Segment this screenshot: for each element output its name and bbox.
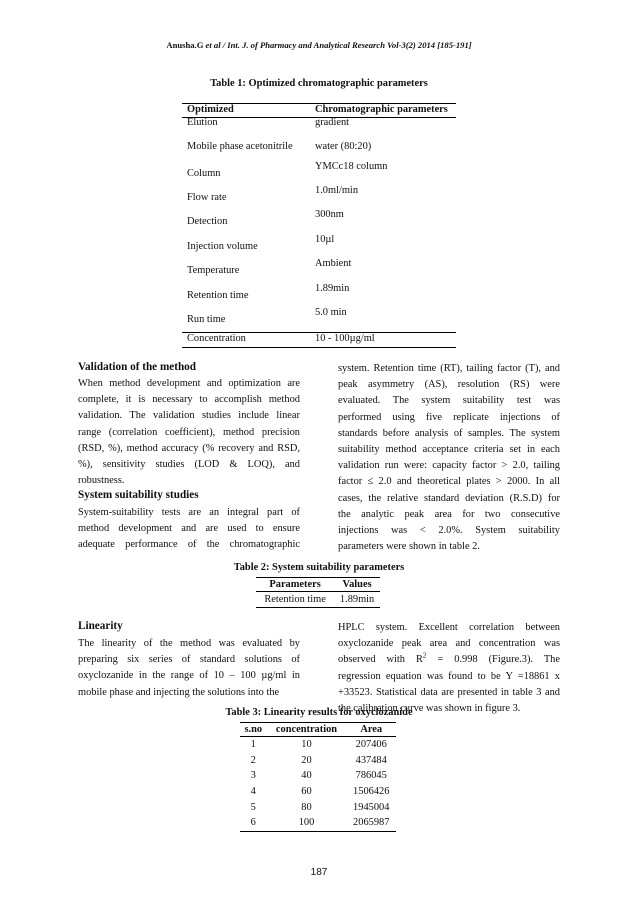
running-header <box>0 40 638 50</box>
text-line: The linearity of the method was evaluated by <box>78 638 300 649</box>
table1-cell: 1.0ml/min <box>315 185 359 196</box>
text-line: +33523. Statistical data are presented in table 3 and <box>338 686 560 698</box>
table3-cell: 5 <box>250 801 256 813</box>
text-line: (RSD, %), method accuracy (% recovery and RSD, <box>78 442 300 454</box>
table1-cell: Concentration <box>187 333 246 344</box>
text-line: robustness. <box>78 475 125 487</box>
table1-cell: 300nm <box>315 209 344 220</box>
table3-cell: 1 <box>250 739 256 751</box>
text-line: peak asymmetry (AS), resolution (RS) were <box>338 379 560 391</box>
text-line: System-suitability tests are an integral part of <box>78 507 300 518</box>
text-line: evaluated. The system suitability test was <box>338 395 560 407</box>
text-fragment: = 0.998 (Figure.3). The <box>426 654 560 666</box>
table1-cell: 10µl <box>315 234 335 245</box>
text-line: injections was < 2.0%. System suitability <box>338 525 560 537</box>
table3-cell: 786045 <box>355 770 387 782</box>
table1-cell: Elution <box>187 117 218 128</box>
superscript: 2 <box>422 651 427 660</box>
table1-cell: gradient <box>315 117 350 128</box>
text-line: adequate performance of the chromatographic <box>78 539 300 551</box>
text-line: preparing six series of standard solutions of <box>78 654 300 666</box>
table1-cell: Column <box>187 168 221 179</box>
table2-header-col1: Parameters <box>256 578 334 592</box>
table3-cell: 2 <box>250 754 256 766</box>
linearity-heading: Linearity <box>78 620 123 632</box>
table-row <box>256 592 380 608</box>
table1-cell: Injection volume <box>187 241 258 252</box>
table1-cell: Ambient <box>315 258 352 269</box>
text-line: regression equation was found to be Y =18861 x <box>338 670 560 682</box>
table2-cell: 1.89min <box>334 592 380 608</box>
text-line <box>338 652 560 668</box>
table1-cell: Detection <box>187 216 228 227</box>
table3-cell: 6 <box>240 815 267 831</box>
text-line: suitability method acceptance criteria set in each <box>338 444 560 456</box>
table-row <box>240 784 396 800</box>
table-row <box>240 753 396 769</box>
text-line: the analytic peak area for two consecutive <box>338 508 560 520</box>
validation-paragraph <box>78 376 300 489</box>
table3-cell: 20 <box>301 754 312 766</box>
table3-cell: 1506426 <box>353 786 390 798</box>
text-line: oxyclozanide in the range of 10 – 100 µg/ml in <box>78 670 300 682</box>
suitability-paragraph-continued <box>338 361 560 555</box>
page-number: 187 <box>310 867 328 878</box>
table3-cell: 2065987 <box>346 815 396 831</box>
suitability-heading: System suitability studies <box>78 489 199 501</box>
linearity-paragraph-continued <box>338 620 560 717</box>
suitability-paragraph <box>78 505 300 554</box>
table2 <box>256 577 380 608</box>
table-row <box>240 737 396 753</box>
table1-header-col1: Optimized <box>187 104 234 115</box>
table1-cell: Mobile phase acetonitrile <box>187 141 293 152</box>
table3 <box>240 722 396 832</box>
table2-header-col2: Values <box>334 578 380 592</box>
text-line: validation. The validation studies include linear <box>78 410 300 422</box>
text-line: method development and are used to ensure <box>78 523 300 535</box>
table3-cell: 437484 <box>355 754 387 766</box>
table3-cell: 100 <box>267 815 347 831</box>
table1-cell: Flow rate <box>187 192 227 203</box>
table-row <box>240 815 396 831</box>
table3-caption: Table 3: Linearity results for oxyclozanide <box>225 707 413 718</box>
text-line: complete, it is necessary to accomplish method <box>78 394 300 406</box>
linearity-paragraph <box>78 636 300 701</box>
validation-heading: Validation of the method <box>78 361 196 373</box>
text-line: oxyclozanide peak area and concentration was <box>338 638 560 650</box>
text-line: standards before analysis of samples. The system <box>338 427 560 439</box>
table1-header-col2: Chromatographic parameters <box>315 104 448 115</box>
text-line: %), sensitivity studies (LOD & LOQ), and <box>78 459 300 471</box>
table1-caption: Table 1: Optimized chromatographic parameters <box>210 78 428 89</box>
table1-cell: 10 - 100µg/ml <box>315 333 375 344</box>
table3-cell: 207406 <box>355 739 387 751</box>
text-line: cases, the relative standard deviation (R.S.D) for <box>338 492 560 504</box>
table1-cell: Temperature <box>187 265 240 276</box>
table-row <box>240 768 396 784</box>
text-line: validation run were: capacity factor > 2.0, tailing <box>338 460 560 472</box>
text-line: mobile phase and injecting the solutions into the <box>78 686 280 698</box>
table3-cell: 3 <box>250 770 256 782</box>
text-line: the calibration curve was shown in figure 3. <box>338 703 521 715</box>
table3-cell: 60 <box>301 786 312 798</box>
table3-cell: 10 <box>301 739 312 751</box>
table3-header-col3: Area <box>346 723 396 737</box>
header-authors: Anusha.G <box>166 40 206 50</box>
text-line: parameters were shown in table 2. <box>338 541 480 553</box>
table2-caption: Table 2: System suitability parameters <box>233 562 405 573</box>
table3-cell: 1945004 <box>353 801 390 813</box>
header-journal: et al / Int. J. of Pharmacy and Analytical Research Vol-3(2) 2014 [185-191] <box>205 40 472 50</box>
table3-cell: 40 <box>301 770 312 782</box>
text-line: HPLC system. Excellent correlation between <box>338 622 560 633</box>
text-line: performed using five replicate injections of <box>338 411 560 423</box>
table1-cell: 1.89min <box>315 283 350 294</box>
text-line: factor ≤ 2.0 and theoretical plates > 2000. In all <box>338 476 560 488</box>
text-line: range (correlation coefficient), method precision <box>78 426 300 438</box>
text-fragment: observed with R <box>338 654 423 666</box>
text-line: When method development and optimization are <box>78 378 300 389</box>
table3-cell: 80 <box>301 801 312 813</box>
table3-header-col1: s.no <box>240 723 267 737</box>
table3-header-col2: concentration <box>267 723 347 737</box>
table2-cell: Retention time <box>256 592 334 608</box>
table3-cell: 4 <box>250 786 256 798</box>
table1-cell: 5.0 min <box>315 307 347 318</box>
table1-cell: water (80:20) <box>315 141 372 152</box>
table1-cell: Run time <box>187 314 226 325</box>
table1-header-row <box>182 104 456 118</box>
table-row <box>240 799 396 815</box>
text-line: system. Retention time (RT), tailing factor (T), and <box>338 363 560 374</box>
table1-cell: Retention time <box>187 290 249 301</box>
table1-cell: YMCc18 column <box>315 161 388 172</box>
